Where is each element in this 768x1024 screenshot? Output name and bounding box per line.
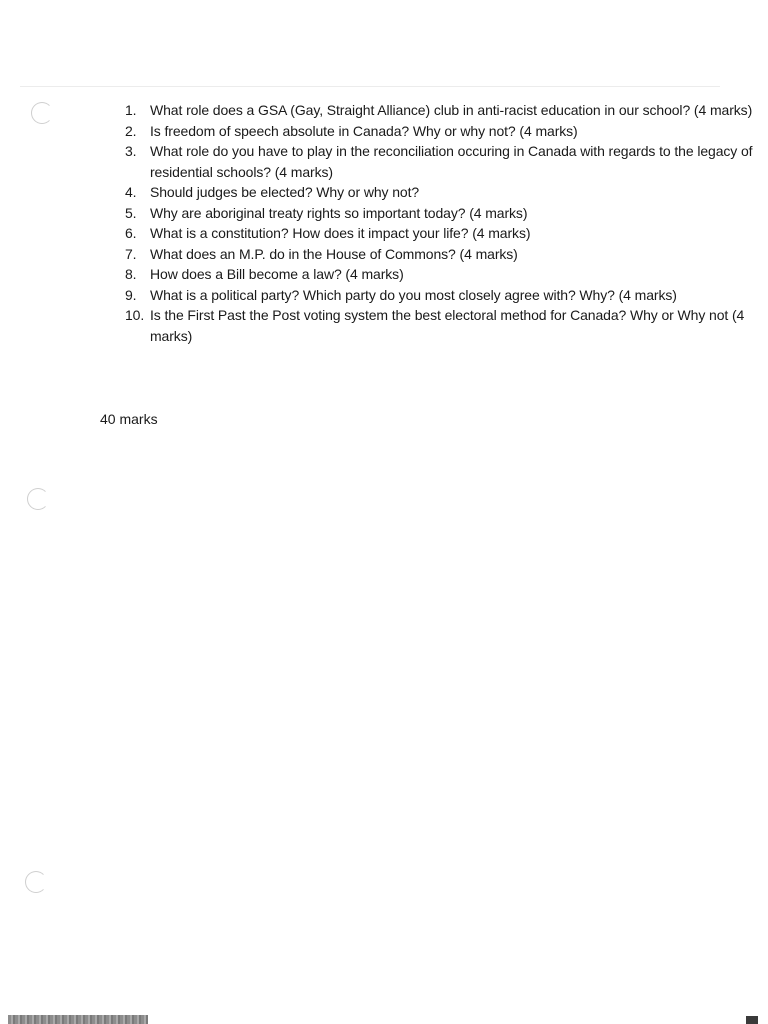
question-number: 1. bbox=[125, 102, 137, 118]
question-item bbox=[125, 182, 755, 203]
question-number: 6. bbox=[125, 225, 137, 241]
question-text: What does an M.P. do in the House of Commons? (4 marks) bbox=[150, 245, 518, 262]
question-item bbox=[125, 203, 755, 224]
question-list bbox=[125, 100, 755, 346]
question-text: Should judges be elected? Why or why not? bbox=[150, 184, 420, 200]
question-text: What is a political party? Which party do you most closely agree with? Why? (4 marks) bbox=[150, 286, 677, 303]
scan-artifact-strip bbox=[8, 1015, 148, 1024]
question-number: 9. bbox=[125, 286, 137, 303]
question-number: 4. bbox=[125, 184, 137, 200]
question-text: Why are aboriginal treaty rights so important today? (4 marks) bbox=[150, 204, 528, 221]
question-item bbox=[125, 121, 755, 142]
question-number: 5. bbox=[125, 204, 137, 221]
question-text: What role does a GSA (Gay, Straight Alliance) club in anti-racist education in our school? (4 marks) bbox=[150, 102, 753, 118]
punch-hole-top bbox=[31, 102, 53, 124]
question-text: How does a Bill become a law? (4 marks) bbox=[150, 266, 404, 282]
question-item bbox=[125, 223, 755, 244]
question-number: 10. bbox=[125, 307, 145, 323]
question-number: 8. bbox=[125, 266, 137, 282]
scan-edge-line bbox=[20, 86, 720, 87]
question-text: Is the First Past the Post voting system the best electoral method for Canada? Why or Why not (4 marks) bbox=[150, 307, 745, 344]
question-text: Is freedom of speech absolute in Canada? Why or why not? (4 marks) bbox=[150, 122, 578, 139]
question-number: 2. bbox=[125, 122, 137, 139]
punch-hole-middle bbox=[27, 488, 49, 510]
question-text: What is a constitution? How does it impact your life? (4 marks) bbox=[150, 225, 531, 241]
question-item bbox=[125, 285, 755, 306]
question-text: What role do you have to play in the reconciliation occuring in Canada with regards to the legacy of residential schools? (4 marks) bbox=[150, 143, 753, 180]
question-number: 3. bbox=[125, 143, 137, 159]
question-item bbox=[125, 100, 755, 121]
scan-corner-mark bbox=[746, 1016, 758, 1024]
question-item bbox=[125, 141, 755, 182]
question-number: 7. bbox=[125, 245, 137, 262]
total-marks: 40 marks bbox=[100, 411, 158, 427]
punch-hole-bottom bbox=[25, 871, 47, 893]
question-item bbox=[125, 264, 755, 285]
question-item bbox=[125, 305, 755, 346]
question-item bbox=[125, 244, 755, 265]
